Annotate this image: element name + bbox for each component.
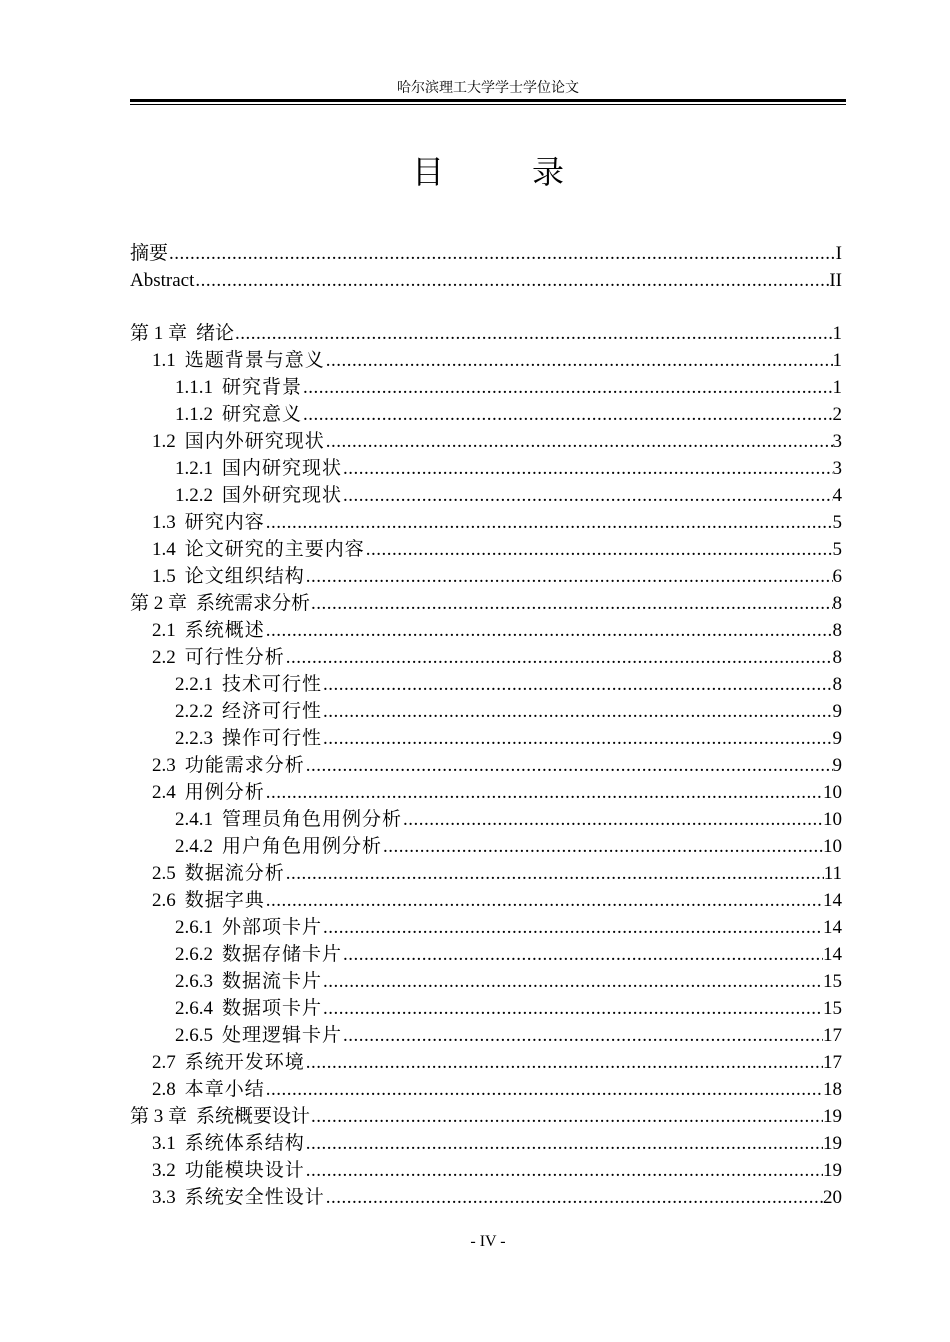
- toc-entry-label: [130, 240, 168, 267]
- toc-entry-number: 1.3: [152, 512, 176, 533]
- toc-entry[interactable]: [130, 401, 842, 428]
- toc-dot-leader: [342, 941, 823, 968]
- toc-entry-abstract-en[interactable]: [130, 267, 842, 294]
- toc-entry-text: 系统开发环境: [184, 1051, 305, 1073]
- toc-entry-number: 2.4: [152, 782, 176, 803]
- toc-entry[interactable]: [130, 968, 842, 995]
- toc-page-number: 9: [832, 728, 842, 749]
- toc-entry[interactable]: [130, 725, 842, 752]
- toc-page-number: 8: [832, 647, 842, 668]
- toc-dot-leader: [322, 698, 832, 725]
- toc-entry-text: 数据项卡片: [222, 997, 323, 1019]
- toc-entry-label: [152, 644, 285, 671]
- toc-entry-text: 技术可行性: [222, 673, 323, 695]
- toc-entry-label: [152, 617, 265, 644]
- toc-page-number: 20: [823, 1187, 842, 1208]
- toc-page-number: 19: [823, 1160, 842, 1181]
- page-number: - IV -: [470, 1233, 506, 1250]
- toc-entry-label: [175, 725, 322, 752]
- toc-entry[interactable]: [130, 752, 842, 779]
- toc-entry-number: 2.8: [152, 1079, 176, 1100]
- toc-page-number: 4: [832, 485, 842, 506]
- toc-page-number: 10: [823, 809, 842, 830]
- toc-entry-number: 1.2.2: [175, 485, 213, 506]
- toc-entry-text: 外部项卡片: [222, 916, 323, 938]
- toc-entry-label: [152, 752, 305, 779]
- toc-body: [130, 320, 842, 1211]
- toc-page-number: 2: [832, 404, 842, 425]
- toc-entry-text: 研究内容: [184, 511, 265, 533]
- toc-dot-leader: [285, 860, 824, 887]
- toc-entry-label: [175, 374, 302, 401]
- toc-entry-label: [175, 401, 302, 428]
- toc-entry-text: 用例分析: [184, 781, 265, 803]
- toc-entry-label: [152, 887, 265, 914]
- toc-page-number: I: [835, 243, 842, 264]
- toc-entry[interactable]: [130, 1130, 842, 1157]
- toc-entry-number: 第 3 章: [130, 1106, 188, 1127]
- toc-entry-number: 3.2: [152, 1160, 176, 1181]
- toc-entry[interactable]: [130, 779, 842, 806]
- toc-page-number: 17: [823, 1052, 842, 1073]
- toc-entry[interactable]: [130, 644, 842, 671]
- toc-page-number: 6: [832, 566, 842, 587]
- toc-entry-text: 系统安全性设计: [184, 1186, 325, 1208]
- toc-dot-leader: [342, 455, 832, 482]
- header-rule-thick: [130, 99, 846, 102]
- toc-entry-label: [152, 563, 305, 590]
- toc-entry-text: 论文研究的主要内容: [184, 538, 365, 560]
- toc-page-number: 9: [832, 755, 842, 776]
- toc-page-number: 8: [832, 620, 842, 641]
- toc-entry[interactable]: [130, 590, 842, 617]
- toc-dot-leader: [305, 563, 833, 590]
- toc-dot-leader: [365, 536, 833, 563]
- toc-entry-number: 2.1: [152, 620, 176, 641]
- toc-page-number: 8: [832, 674, 842, 695]
- toc-entry-text: 摘要: [130, 243, 169, 264]
- toc-entry-number: 2.6.2: [175, 944, 213, 965]
- toc-page-number: 15: [823, 971, 842, 992]
- toc-entry-number: 2.2.3: [175, 728, 213, 749]
- toc-page-number: 5: [832, 539, 842, 560]
- toc-entry-number: 2.4.1: [175, 809, 213, 830]
- toc-page-number: 14: [823, 890, 842, 911]
- toc-entry-number: 第 1 章: [130, 323, 188, 344]
- toc-dot-leader: [322, 914, 823, 941]
- toc-dot-leader: [265, 779, 823, 806]
- toc-entry-label: [175, 968, 322, 995]
- toc-entry-number: 1.4: [152, 539, 176, 560]
- toc-entry-number: 1.2: [152, 431, 176, 452]
- toc-entry-label: [130, 267, 194, 294]
- toc-dot-leader: [305, 1049, 823, 1076]
- toc-entry[interactable]: [130, 806, 842, 833]
- toc-entry-number: 2.2.2: [175, 701, 213, 722]
- toc-page-number: 9: [832, 701, 842, 722]
- toc-entry-text: 研究背景: [222, 376, 303, 398]
- toc-entry[interactable]: [130, 995, 842, 1022]
- toc-entry-number: 2.2.1: [175, 674, 213, 695]
- toc-entry-label: [152, 1184, 325, 1211]
- toc-entry-text: 本章小结: [184, 1078, 265, 1100]
- toc-entry[interactable]: [130, 941, 842, 968]
- toc-dot-leader: [322, 968, 823, 995]
- toc-entry[interactable]: [130, 1157, 842, 1184]
- toc-entry-text: 系统体系结构: [184, 1132, 305, 1154]
- toc-entry-text: 经济可行性: [222, 700, 323, 722]
- toc-entry[interactable]: [130, 887, 842, 914]
- toc-entry[interactable]: [130, 698, 842, 725]
- toc-entry-text: Abstract: [130, 270, 195, 291]
- toc-entry-label: [152, 1157, 305, 1184]
- toc-entry-number: 2.2: [152, 647, 176, 668]
- toc-page-number: 19: [823, 1106, 842, 1127]
- toc-dot-leader: [382, 833, 823, 860]
- toc-entry-label: [130, 320, 234, 347]
- toc-entry[interactable]: [130, 671, 842, 698]
- toc-entry[interactable]: [130, 347, 842, 374]
- toc-entry-number: 2.7: [152, 1052, 176, 1073]
- toc-page-number: 14: [823, 917, 842, 938]
- toc-page-number: 1: [832, 377, 842, 398]
- toc-entry-text: 用户角色用例分析: [222, 835, 383, 857]
- toc-entry-text: 功能模块设计: [184, 1159, 305, 1181]
- toc-entry[interactable]: [130, 1076, 842, 1103]
- toc-entry-label: [152, 509, 265, 536]
- toc-entry[interactable]: [130, 509, 842, 536]
- toc-entry-text: 国外研究现状: [222, 484, 343, 506]
- toc-page-number: 18: [823, 1079, 842, 1100]
- toc-entry-number: 1.1.2: [175, 404, 213, 425]
- toc-entry[interactable]: [130, 833, 842, 860]
- toc-dot-leader: [325, 347, 833, 374]
- toc-entry[interactable]: [130, 1184, 842, 1211]
- toc-entry-text: 系统概述: [184, 619, 265, 641]
- toc-entry-number: 第 2 章: [130, 593, 188, 614]
- toc-entry-number: 2.6.3: [175, 971, 213, 992]
- toc-entry[interactable]: [130, 1022, 842, 1049]
- toc-page-number: 10: [823, 782, 842, 803]
- toc-entry[interactable]: [130, 428, 842, 455]
- toc-entry-label: [152, 1130, 305, 1157]
- toc-entry[interactable]: [130, 1049, 842, 1076]
- toc-entry-number: 1.1: [152, 350, 176, 371]
- toc-entry-number: 2.4.2: [175, 836, 213, 857]
- toc-entry-label: [152, 347, 325, 374]
- toc-dot-leader: [305, 1130, 823, 1157]
- toc-entry-label: [175, 995, 322, 1022]
- toc-dot-leader: [285, 644, 833, 671]
- toc-entry-number: 2.6.1: [175, 917, 213, 938]
- toc-dot-leader: [302, 374, 832, 401]
- toc-dot-leader: [310, 1103, 823, 1130]
- toc-entry[interactable]: [130, 563, 842, 590]
- table-of-contents: [130, 240, 842, 1211]
- toc-entry-label: [175, 941, 342, 968]
- page-header: 哈尔滨理工大学学士学位论文: [397, 80, 579, 96]
- header-rule-thin: [130, 104, 846, 105]
- toc-entry[interactable]: [130, 536, 842, 563]
- toc-entry-text: 管理员角色用例分析: [222, 808, 403, 830]
- toc-entry-label: [130, 1103, 310, 1130]
- toc-entry-text: 研究意义: [222, 403, 303, 425]
- toc-entry-label: [152, 1076, 265, 1103]
- toc-entry-text: 选题背景与意义: [184, 349, 325, 371]
- toc-page-number: 5: [832, 512, 842, 533]
- toc-entry[interactable]: [130, 455, 842, 482]
- toc-entry[interactable]: [130, 617, 842, 644]
- toc-entry-text: 绪论: [196, 322, 235, 344]
- toc-entry-label: [152, 428, 325, 455]
- toc-page-number: 8: [832, 593, 842, 614]
- toc-page-number: 1: [832, 350, 842, 371]
- toc-page-number: II: [829, 270, 842, 291]
- toc-entry-number: 1.1.1: [175, 377, 213, 398]
- toc-entry[interactable]: [130, 860, 842, 887]
- toc-entry-label: [152, 1049, 305, 1076]
- toc-entry-number: 2.5: [152, 863, 176, 884]
- toc-entry-number: 3.1: [152, 1133, 176, 1154]
- toc-title: 目 录: [411, 153, 592, 191]
- toc-entry-text: 数据流分析: [184, 862, 285, 884]
- toc-entry-label: [175, 1022, 342, 1049]
- toc-dot-leader: [305, 1157, 823, 1184]
- toc-entry-label: [152, 536, 365, 563]
- toc-dot-leader: [342, 1022, 823, 1049]
- toc-entry-label: [130, 590, 310, 617]
- toc-dot-leader: [265, 1076, 823, 1103]
- toc-entry[interactable]: [130, 374, 842, 401]
- toc-entry-number: 2.6.5: [175, 1025, 213, 1046]
- toc-dot-leader: [325, 1184, 823, 1211]
- toc-entry-label: [175, 455, 342, 482]
- toc-dot-leader: [322, 671, 832, 698]
- toc-dot-leader: [322, 995, 823, 1022]
- toc-entry-text: 操作可行性: [222, 727, 323, 749]
- toc-entry-text: 数据字典: [184, 889, 265, 911]
- toc-dot-leader: [265, 887, 823, 914]
- toc-entry-label: [175, 914, 322, 941]
- toc-entry-label: [175, 833, 382, 860]
- toc-entry-label: [175, 482, 342, 509]
- toc-entry-number: 1.5: [152, 566, 176, 587]
- toc-page-number: 10: [823, 836, 842, 857]
- toc-dot-leader: [402, 806, 823, 833]
- toc-entry-label: [175, 806, 402, 833]
- toc-dot-leader: [342, 482, 832, 509]
- toc-entry-number: 2.6.4: [175, 998, 213, 1019]
- toc-entry-label: [152, 779, 265, 806]
- toc-page-number: 14: [823, 944, 842, 965]
- toc-dot-leader: [234, 320, 832, 347]
- toc-dot-leader: [325, 428, 833, 455]
- toc-entry[interactable]: [130, 482, 842, 509]
- toc-entry-text: 可行性分析: [184, 646, 285, 668]
- toc-dot-leader: [168, 240, 836, 267]
- toc-page-number: 19: [823, 1133, 842, 1154]
- toc-page-number: 15: [823, 998, 842, 1019]
- toc-page-number: 3: [832, 458, 842, 479]
- toc-entry-text: 功能需求分析: [184, 754, 305, 776]
- toc-entry-text: 数据流卡片: [222, 970, 323, 992]
- toc-dot-leader: [265, 509, 833, 536]
- toc-entry-text: 国内外研究现状: [184, 430, 325, 452]
- toc-entry[interactable]: [130, 320, 842, 347]
- toc-dot-leader: [194, 267, 829, 294]
- toc-dot-leader: [302, 401, 832, 428]
- toc-entry-text: 国内研究现状: [222, 457, 343, 479]
- toc-page-number: 11: [823, 863, 842, 884]
- toc-entry-text: 系统概要设计: [196, 1105, 311, 1127]
- toc-entry-label: [152, 860, 285, 887]
- toc-page-number: 3: [832, 431, 842, 452]
- toc-entry-label: [175, 698, 322, 725]
- toc-dot-leader: [305, 752, 833, 779]
- toc-entry-number: 3.3: [152, 1187, 176, 1208]
- toc-entry-abstract-cn[interactable]: [130, 240, 842, 267]
- toc-entry-text: 处理逻辑卡片: [222, 1024, 343, 1046]
- toc-entry-number: 2.6: [152, 890, 176, 911]
- toc-entry-number: 1.2.1: [175, 458, 213, 479]
- toc-entry-text: 数据存储卡片: [222, 943, 343, 965]
- toc-dot-leader: [265, 617, 833, 644]
- toc-entry[interactable]: [130, 1103, 842, 1130]
- toc-entry[interactable]: [130, 914, 842, 941]
- toc-page-number: 1: [832, 323, 842, 344]
- toc-entry-text: 系统需求分析: [196, 592, 311, 614]
- toc-dot-leader: [310, 590, 832, 617]
- toc-entry-number: 2.3: [152, 755, 176, 776]
- toc-dot-leader: [322, 725, 832, 752]
- toc-entry-text: 论文组织结构: [184, 565, 305, 587]
- toc-entry-label: [175, 671, 322, 698]
- toc-page-number: 17: [823, 1025, 842, 1046]
